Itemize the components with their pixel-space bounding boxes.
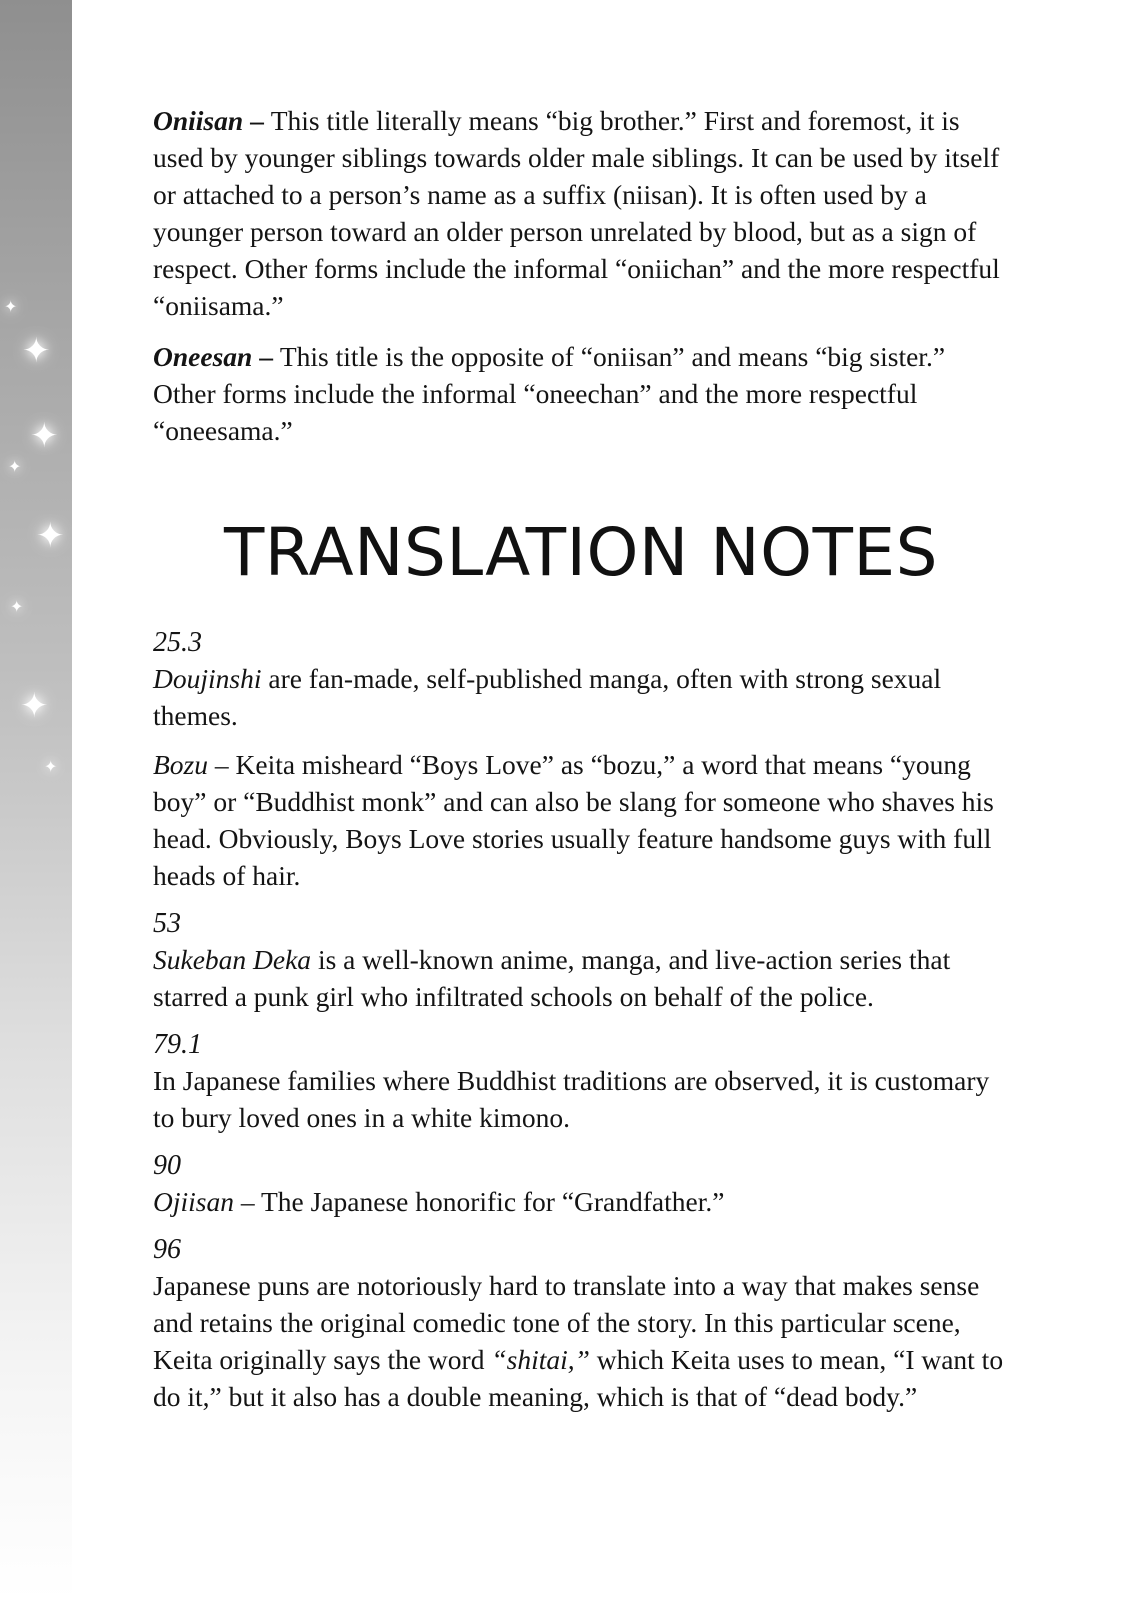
honorific-term: Oniisan xyxy=(153,105,244,136)
note-bozu xyxy=(153,746,1009,894)
page-reference: 96 xyxy=(153,1234,181,1265)
page-content xyxy=(153,102,1009,1427)
note-term: “shitai,” xyxy=(491,1344,590,1375)
page-reference: 25.3 xyxy=(153,627,202,658)
note-text: – The Japanese honorific for “Grandfather.” xyxy=(233,1186,725,1217)
note-kimono: In Japanese families where Buddhist traditions are observed, it is customary to bury loved ones in a white kimono. xyxy=(153,1065,990,1133)
note-shitai xyxy=(153,1267,1009,1415)
note-text: Japanese puns are notoriously hard to translate into a way that makes sense and retains the original comedic tone of the story. In this particular scene, Keita originally says the word xyxy=(153,1270,980,1375)
note-text: is a well-known anime, manga, and live-action series that starred a punk girl who infiltrated schools on behalf of the police. xyxy=(153,944,951,1012)
note-term: Sukeban Deka xyxy=(153,944,312,975)
honorific-entry-oneesan xyxy=(153,338,1009,449)
page-reference: 79.1 xyxy=(153,1029,202,1060)
sparkle-icon: ✦ xyxy=(10,599,24,616)
honorific-entry-oniisan xyxy=(153,102,1009,324)
sparkle-icon: ✦ xyxy=(22,333,51,370)
sparkle-icon: ✦ xyxy=(8,459,22,476)
note-text: which Keita uses to mean, “I want to do it,” but it also has a double meaning, which is that of “dead body.” xyxy=(153,1344,1004,1412)
note-doujinshi xyxy=(153,660,1009,734)
term-separator: – xyxy=(243,105,271,136)
note-text: – Keita misheard “Boys Love” as “bozu,” a word that means “young boy” or “Buddhist monk” and can also be slang for someone who shaves his head. Obviously, Boys Love stories usually feature handsome guys with full heads of hair. xyxy=(153,749,994,891)
sparkle-icon: ✦ xyxy=(20,688,49,725)
note-text: are fan-made, self-published manga, often with strong sexual themes. xyxy=(153,663,942,731)
note-sukeban-deka xyxy=(153,941,1009,1015)
term-separator: – xyxy=(252,341,280,372)
decorative-side-strip xyxy=(0,0,72,1600)
page-reference: 90 xyxy=(153,1150,181,1181)
note-ojiisan xyxy=(153,1183,1009,1220)
honorific-term: Oneesan xyxy=(153,341,253,372)
page-reference: 53 xyxy=(153,908,181,939)
sparkle-icon: ✦ xyxy=(4,299,18,316)
note-term: Ojiisan xyxy=(153,1186,234,1217)
note-term: Doujinshi xyxy=(153,663,262,694)
sparkle-icon: ✦ xyxy=(30,418,59,455)
sparkle-icon: ✦ xyxy=(44,759,58,776)
note-term: Bozu xyxy=(153,749,208,780)
section-heading: TRANSLATION NOTES xyxy=(223,514,939,591)
honorific-definition: This title is the opposite of “oniisan” and means “big sister.” Other forms include the informal “oneechan” and the more respectful “oneesama.” xyxy=(153,341,946,446)
sparkle-icon: ✦ xyxy=(36,518,65,555)
honorific-definition: This title literally means “big brother.” First and foremost, it is used by younger siblings towards older male siblings. It can be used by itself or attached to a person’s name as a suffix (niisan). It is often used by a younger person toward an older person unrelated by blood, but as a sign of respect. Other forms include the informal “oniichan” and the more respectful “oniisama.” xyxy=(153,105,1000,321)
